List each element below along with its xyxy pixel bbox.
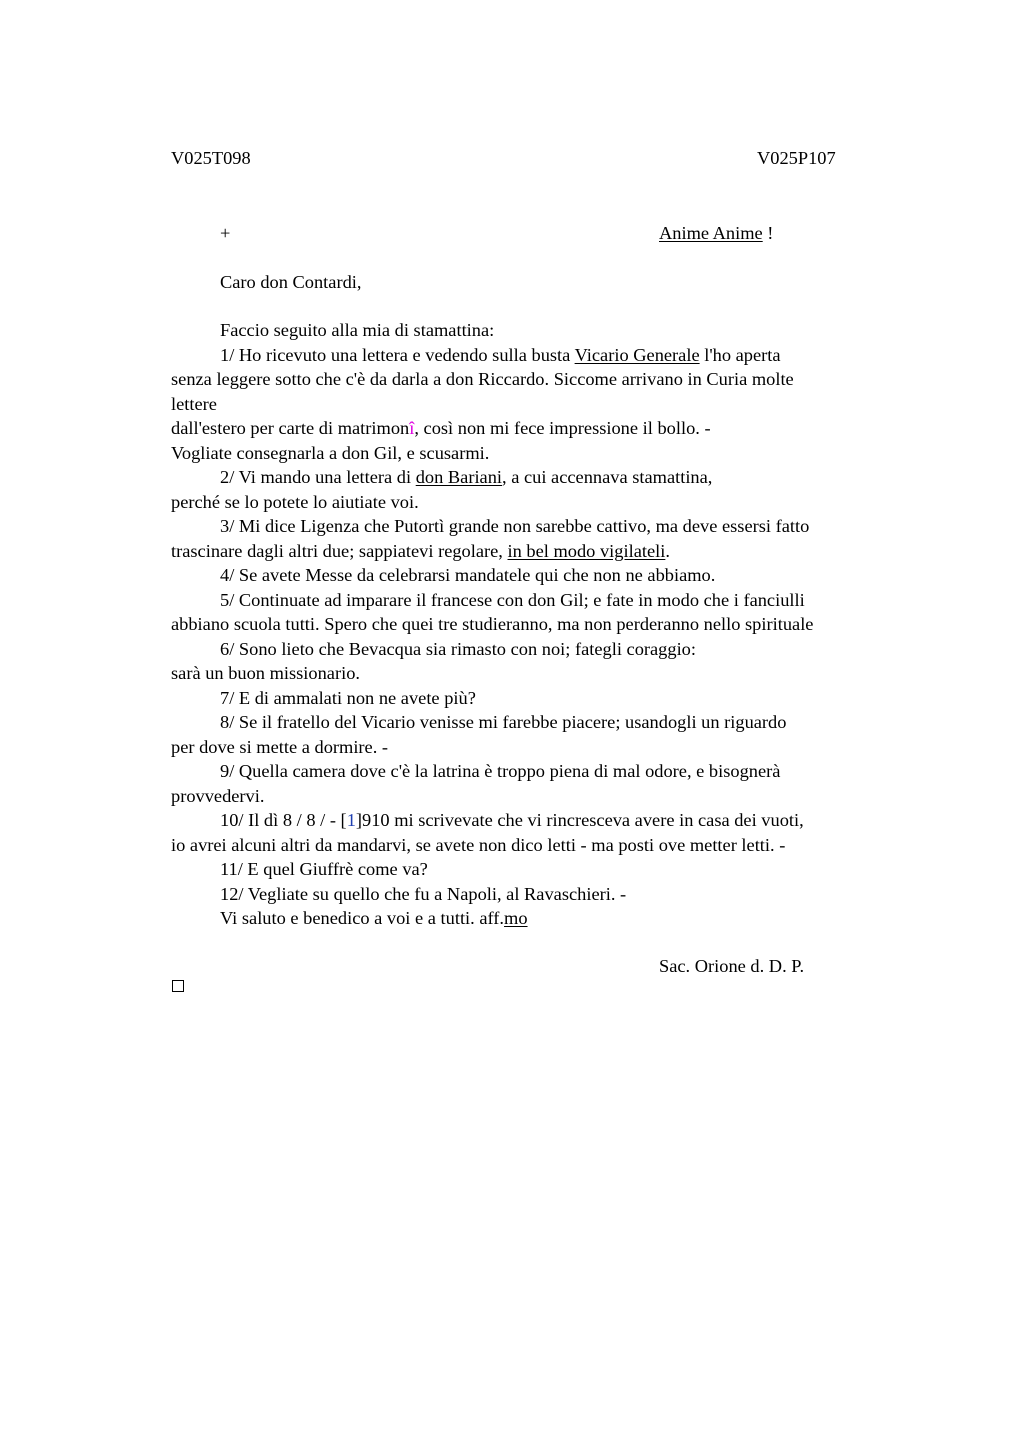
- text: .: [665, 540, 670, 561]
- item-7-line-1: 7/ E di ammalati non ne avete più?: [220, 687, 476, 708]
- item-10-line-1: [171, 808, 911, 833]
- item-8-line-2: per dove si mette a dormire. -: [171, 736, 389, 757]
- item-6-line-2: sarà un buon missionario.: [171, 663, 360, 683]
- item-5-line-1: 5/ Continuate ad imparare il francese con don Gil; e fate in modo che i fanciulli: [220, 589, 805, 610]
- item-11-line-1: 11/ E quel Giuffrè come va?: [220, 859, 428, 879]
- intro-line: Faccio seguito alla mia di stamattina:: [220, 320, 495, 340]
- item-12-line-1: 12/ Vegliate su quello che fu a Napoli, al Ravaschieri. -: [220, 883, 627, 904]
- text: l'ho aperta: [699, 344, 781, 365]
- item-5-line-2: abbiano scuola tutti. Spero che quei tre studieranno, ma non perderanno nello spirituale: [171, 614, 814, 634]
- item-9-line-1: 9/ Quella camera dove c'è la latrina è troppo piena di mal odore, e bisognerà: [220, 761, 781, 781]
- text: 2/ Vi mando una lettera di: [220, 467, 416, 487]
- text: 10/ Il dì 8 / 8 / - [: [220, 810, 347, 830]
- item-1-line-5: Vogliate consegnarla a don Gil, e scusarmi.: [171, 442, 490, 463]
- closing-text: Vi saluto e benedico a voi e a tutti. aff.: [220, 908, 505, 928]
- underlined-text: don Bariani: [415, 467, 503, 487]
- page-id-left: V025T098: [171, 148, 251, 168]
- motto-text: Anime Anime: [659, 223, 763, 243]
- underlined-text: Vicario Generale: [574, 344, 700, 365]
- item-1-line-3: lettere: [171, 393, 217, 414]
- item-10-line-2: io avrei alcuni altri da mandarvi, se avete non dico letti - ma posti ove metter letti. -: [171, 834, 786, 855]
- text: , a cui accennava stamattina,: [502, 467, 713, 487]
- page-id-right: V025P107: [757, 148, 836, 168]
- text: dall'estero per carte di matrimon: [171, 418, 410, 438]
- correction-mark: î: [409, 418, 415, 438]
- text: 1/ Ho ricevuto una lettera e vedendo sulla busta: [220, 344, 575, 365]
- footnote-ref: 1: [346, 810, 356, 830]
- item-3-line-2: [171, 539, 911, 564]
- closing-abbreviation: mo: [504, 908, 528, 928]
- salutation: Caro don Contardi,: [220, 272, 362, 292]
- item-2-line-2: perché se lo potete lo aiutiate voi.: [171, 491, 419, 512]
- motto-exclamation: !: [762, 223, 774, 243]
- cross-symbol: +: [220, 223, 231, 243]
- item-2-line-1: [171, 465, 911, 490]
- item-1-line-2: senza leggere sotto che c'è da darla a don Riccardo. Siccome arrivano in Curia molte: [171, 369, 794, 389]
- item-3-line-1: 3/ Mi dice Ligenza che Putortì grande non sarebbe cattivo, ma deve essersi fatto: [220, 516, 810, 536]
- text: ]910 mi scrivevate che vi rincresceva avere in casa dei vuoti,: [355, 810, 804, 830]
- closing-line: [171, 906, 911, 931]
- item-4-line-1: 4/ Se avete Messe da celebrarsi mandatele qui che non ne abbiamo.: [220, 565, 716, 585]
- underlined-text: in bel modo vigilateli: [507, 540, 666, 561]
- letter-body: [171, 318, 911, 931]
- motto: [659, 221, 773, 246]
- text: , così non mi fece impressione il bollo. -: [414, 418, 711, 438]
- item-1-line-4: [171, 416, 911, 441]
- item-9-line-2: provvedervi.: [171, 785, 265, 806]
- signature: Sac. Orione d. D. P.: [659, 956, 805, 976]
- empty-box-symbol: [172, 980, 184, 992]
- item-8-line-1: 8/ Se il fratello del Vicario venisse mi farebbe piacere; usandogli un riguardo: [220, 712, 787, 732]
- item-1-line-1: [171, 343, 911, 368]
- item-6-line-1: 6/ Sono lieto che Bevacqua sia rimasto con noi; fategli coraggio:: [220, 638, 696, 659]
- text: trascinare dagli altri due; sappiatevi regolare,: [171, 540, 508, 561]
